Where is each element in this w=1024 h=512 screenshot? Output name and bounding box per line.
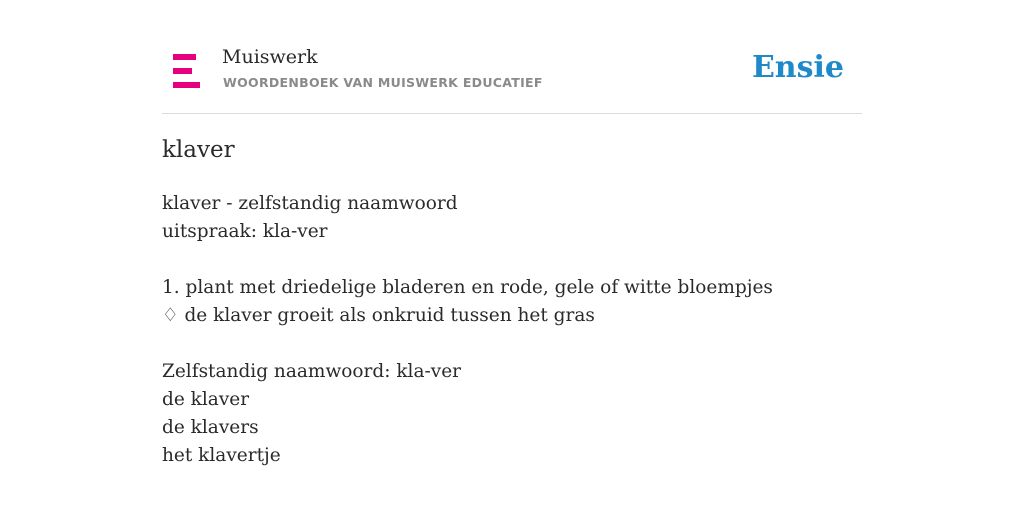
word-type-line: klaver - zelfstandig naamwoord xyxy=(162,193,458,214)
pronunciation-line: uitspraak: kla-ver xyxy=(162,221,328,242)
blank-line xyxy=(162,246,862,274)
muiswerk-logo-icon[interactable] xyxy=(173,54,200,88)
brand-subtitle: WOORDENBOEK VAN MUISWERK EDUCATIEF xyxy=(223,75,543,90)
site-header xyxy=(162,0,862,114)
form-item: de klavers xyxy=(162,417,259,438)
form-item: de klaver xyxy=(162,389,250,410)
definition-content xyxy=(162,190,862,470)
logo-bar-top xyxy=(173,54,196,60)
definition-line: 1. plant met driedelige bladeren en rode, gele of witte bloempjes xyxy=(162,277,773,298)
page-title: klaver xyxy=(162,137,235,163)
logo-bar-middle xyxy=(173,68,192,74)
brand-name[interactable]: Muiswerk xyxy=(222,46,318,68)
example-line: ♢ de klaver groeit als onkruid tussen het gras xyxy=(162,305,595,326)
forms-heading: Zelfstandig naamwoord: kla-ver xyxy=(162,361,461,382)
form-item: het klavertje xyxy=(162,445,281,466)
page-container xyxy=(162,0,862,512)
blank-line xyxy=(162,330,862,358)
logo-bar-bottom xyxy=(173,82,200,88)
ensie-logo[interactable]: Ensie xyxy=(751,50,844,85)
